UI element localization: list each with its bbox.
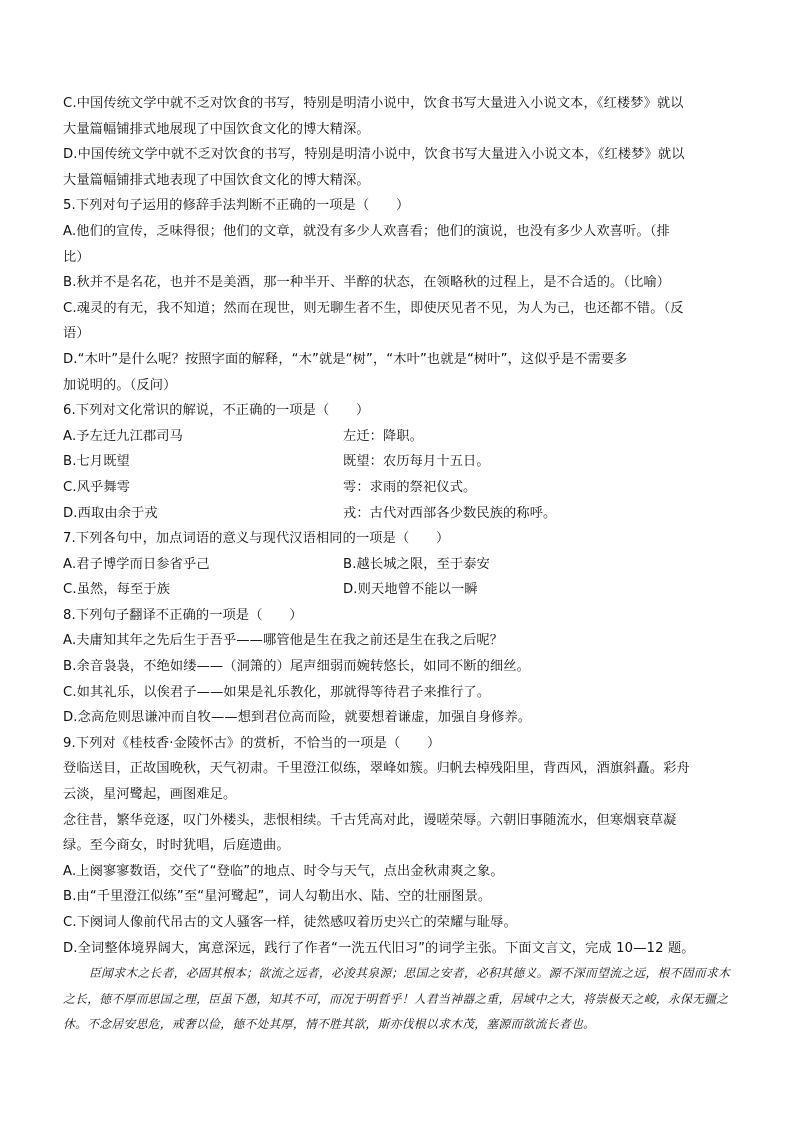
q6-option-row	[63, 501, 733, 527]
q5-option-d-line-2: 加说明的。（反问）	[63, 377, 177, 393]
q5-option-a-line-2: 比）	[63, 249, 90, 265]
classical-chinese-passage: 臣闻求木之长者，必固其根本；欲流之远者，必浚其泉源；思国之安者，必积其德义。源不深而望流之远，根不固而求木之长，德不厚而思国之理，臣虽下愚，知其不可，而况于明哲乎！人君当神器之重，居域中之大，将崇极天之峻，永保无疆之休。不念居安思危，戒奢以俭，德不处其厚，情不胜其欲，斯亦伐根以求木茂，塞源而欲流长者也。	[63, 966, 731, 1032]
q7-option-b: B.越长城之限，至于泰安	[343, 556, 490, 572]
option-d-line-1: D.中国传统文学中就不乏对饮食的书写，特别是明清小说中，饮食书写大量进入小说文本，《红楼梦》就以	[63, 147, 685, 163]
q9-option-c: C.下阕词人像前代吊古的文人骚客一样，徒然感叹着历史兴亡的荣耀与耻辱。	[63, 915, 517, 930]
q5-option-d-line-1: D.“木叶”是什么呢？按照字面的解释，“木”就是“树”，“木叶”也就是“树叶”，这似乎是不需要多	[63, 351, 628, 367]
question-6-stem: 6.下列对文化常识的解说，不正确的一项是（ ）	[63, 403, 370, 419]
q8-option-c: C.如其礼乐，以俟君子——如果是礼乐教化，那就得等待君子来推行了。	[63, 684, 491, 700]
q6-option-c-explanation: 雩：求雨的祭祀仪式。	[343, 479, 477, 495]
option-c-line-1: C.中国传统文学中就不乏对饮食的书写，特别是明清小说中，饮食书写大量进入小说文本，《红楼梦》就以	[63, 96, 684, 111]
q5-option-c-line-2: 语）	[63, 326, 90, 342]
q6-option-row	[63, 424, 733, 450]
q6-option-c: C.风乎舞雩	[63, 479, 131, 495]
q5-option-b: B.秋并不是名花，也并不是美酒，那一种半开、半醉的状态，在领略秋的过程上，是不合适的。（比喻）	[63, 275, 671, 291]
q9-option-a: A.上阕寥寥数语，交代了“登临”的地点、时令与天气，点出金秋肃爽之象。	[63, 863, 504, 879]
q6-option-a: A.予左迁九江郡司马	[63, 428, 183, 444]
q6-option-a-explanation: 左迁：降职。	[343, 428, 424, 444]
q7-option-row	[63, 577, 733, 603]
q7-option-row	[63, 552, 733, 578]
q8-option-d: D.念高危则思谦冲而自牧——想到君位高而险，就要想着谦虚，加强自身修养。	[63, 710, 532, 726]
q6-option-d: D.西取由余于戎	[63, 505, 158, 521]
q8-option-b: B.余音袅袅，不绝如缕——（洞箫的）尾声细弱而婉转悠长，如同不断的细丝。	[63, 659, 531, 675]
q8-option-a: A.夫庸知其年之先后生于吾乎——哪管他是生在我之前还是生在我之后呢？	[63, 633, 504, 649]
poem-stanza-1-line-2: 云淡，星河鹭起，画图难足。	[63, 787, 237, 803]
q6-option-b-explanation: 既望：农历每月十五日。	[343, 454, 490, 470]
poem-stanza-2-line-1: 念往昔，繁华竞逐，叹门外楼头，悲恨相续。千古凭高对此，谩嗟荣辱。六朝旧事随流水，但寒烟衰草凝	[63, 812, 677, 828]
q9-option-b: B.由“千里澄江似练”至“星河鹭起”，词人勾勒出水、陆、空的壮丽图景。	[63, 889, 492, 905]
q7-option-d: D.则天地曾不能以一瞬	[343, 582, 478, 598]
q6-option-row	[63, 449, 733, 475]
q6-option-b: B.七月既望	[63, 454, 130, 470]
question-7-stem: 7.下列各句中，加点词语的意义与现代汉语相同的一项是（ ）	[63, 531, 450, 547]
q9-option-d: D.全词整体境界阔大，寓意深远，践行了作者“一洗五代旧习”的词学主张。下面文言文，完成 10—12 题。	[63, 940, 695, 956]
q7-option-c: C.虽然，每至于族	[63, 582, 171, 598]
question-9-stem: 9.下列对《桂枝香·金陵怀古》的赏析，不恰当的一项是（ ）	[63, 735, 441, 751]
q5-option-c-line-1: C.魂灵的有无，我不知道；然而在现世，则无聊生者不生，即使厌见者不见，为人为己，也还都不错。（反	[63, 300, 684, 316]
q6-option-d-explanation: 戎：古代对西部各少数民族的称呼。	[343, 505, 557, 521]
poem-stanza-1-line-1: 登临送目，正故国晚秋，天气初肃。千里澄江似练，翠峰如簇。归帆去棹残阳里，背西风，酒旗斜矗。彩舟	[63, 761, 690, 777]
question-5-stem: 5.下列对句子运用的修辞手法判断不正确的一项是（ ）	[63, 198, 410, 214]
q6-option-row	[63, 475, 733, 501]
poem-stanza-2-line-2: 绿。至今商女，时时犹唱，后庭遗曲。	[63, 838, 290, 854]
document-content	[63, 91, 733, 1038]
option-d-line-2: 大量篇幅铺排式地表现了中国饮食文化的博大精深。	[63, 172, 370, 188]
q7-option-a: A.君子博学而日参省乎己	[63, 556, 210, 572]
q5-option-a-line-1: A.他们的宣传，乏味得很；他们的文章，就没有多少人欢喜看；他们的演说，也没有多少人欢喜听。（排	[63, 223, 670, 239]
question-8-stem: 8.下列句子翻译不正确的一项是（ ）	[63, 607, 303, 623]
option-c-line-2: 大量篇幅铺排式地展现了中国饮食文化的博大精深。	[63, 121, 370, 137]
